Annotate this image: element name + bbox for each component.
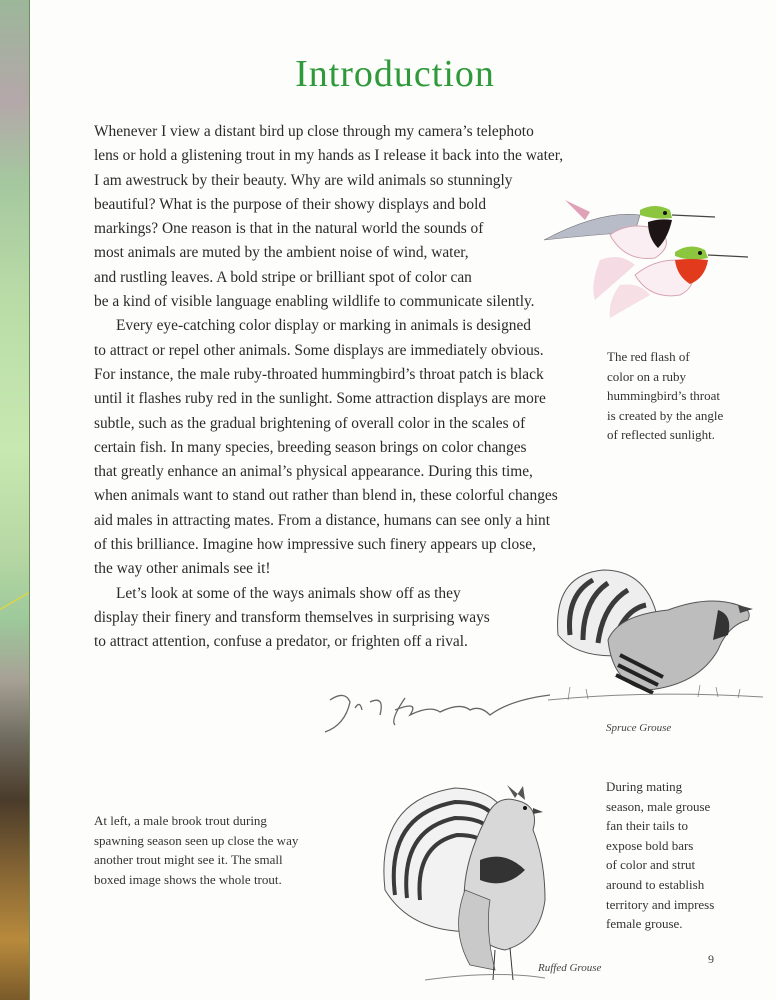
left-edge-painting [0, 0, 29, 1000]
caption-line: season, male grouse [606, 798, 711, 814]
ruffed-grouse-label: Ruffed Grouse [538, 962, 602, 974]
text-line: until it flashes ruby red in the sunlight. Some attraction displays are more [94, 390, 546, 408]
page-gutter-line [29, 0, 30, 1000]
caption-line: During mating [606, 779, 683, 794]
caption-line: around to establish [606, 876, 705, 892]
text-line: certain fish. In many species, breeding season brings on color changes [94, 438, 527, 456]
spruce-grouse-illustration [548, 565, 763, 715]
author-signature [310, 680, 550, 740]
text-line: For instance, the male ruby-throated hummingbird’s throat patch is black [94, 365, 544, 383]
text-line: the way other animals see it! [94, 560, 271, 578]
caption-line: At left, a male brook trout during [94, 813, 267, 828]
caption-line: of color and strut [606, 857, 696, 873]
caption-line: female grouse. [606, 916, 683, 932]
hummingbird-caption [607, 347, 767, 445]
caption-line: territory and impress [606, 896, 715, 912]
grouse-caption [606, 777, 756, 934]
caption-line: The red flash of [607, 349, 690, 364]
text-line: to attract attention, confuse a predator, or frighten off a rival. [94, 633, 468, 651]
paragraph-3 [94, 582, 604, 655]
text-line: of this brilliance. Imagine how impressive such finery appears up close, [94, 536, 536, 554]
spruce-grouse-label: Spruce Grouse [606, 722, 672, 734]
hummingbirds-illustration [540, 190, 755, 320]
trout-caption [94, 811, 354, 889]
caption-line: of reflected sunlight. [607, 427, 715, 443]
text-line: aid males in attracting mates. From a distance, humans can see only a hint [94, 511, 551, 529]
text-line: markings? One reason is that in the natural world the sounds of [94, 220, 484, 238]
caption-line: boxed image shows the whole trout. [94, 871, 282, 887]
caption-line: hummingbird’s throat [607, 388, 721, 404]
text-line: display their finery and transform themselves in surprising ways [94, 608, 490, 626]
paragraph-2 [94, 314, 604, 581]
ruffed-grouse-illustration [375, 780, 575, 990]
text-line: and rustling leaves. A bold stripe or brilliant spot of color can [94, 268, 472, 286]
text-line: be a kind of visible language enabling wildlife to communicate silently. [94, 293, 535, 311]
body-text [94, 120, 604, 655]
text-line: to attract or repel other animals. Some displays are immediately obvious. [94, 341, 544, 359]
text-line: I am awestruck by their beauty. Why are wild animals so stunningly [94, 171, 513, 189]
text-line: lens or hold a glistening trout in my hands as I release it back into the water, [94, 147, 564, 165]
page-number: 9 [708, 952, 714, 966]
text-line: Every eye-catching color display or marking in animals is designed [116, 317, 531, 335]
text-line: Whenever I view a distant bird up close through my camera’s telephoto [94, 123, 534, 140]
caption-line: color on a ruby [607, 368, 687, 384]
caption-line: spawning season seen up close the way [94, 832, 299, 848]
caption-line: another trout might see it. The small [94, 852, 283, 868]
text-line: Let’s look at some of the ways animals show off as they [116, 584, 461, 602]
caption-line: fan their tails to [606, 818, 688, 834]
caption-line: is created by the angle [607, 407, 724, 423]
caption-line: expose bold bars [606, 837, 694, 853]
text-line: most animals are muted by the ambient noise of wind, water, [94, 244, 469, 262]
text-line: when animals want to stand out rather than blend in, these colorful changes [94, 487, 558, 505]
paragraph-1 [94, 120, 604, 314]
text-line: that greatly enhance an animal’s physical appearance. During this time, [94, 463, 533, 481]
text-line: subtle, such as the gradual brightening of overall color in the scales of [94, 414, 526, 432]
text-line: beautiful? What is the purpose of their showy displays and bold [94, 195, 487, 213]
page-title: Introduction [295, 53, 495, 95]
